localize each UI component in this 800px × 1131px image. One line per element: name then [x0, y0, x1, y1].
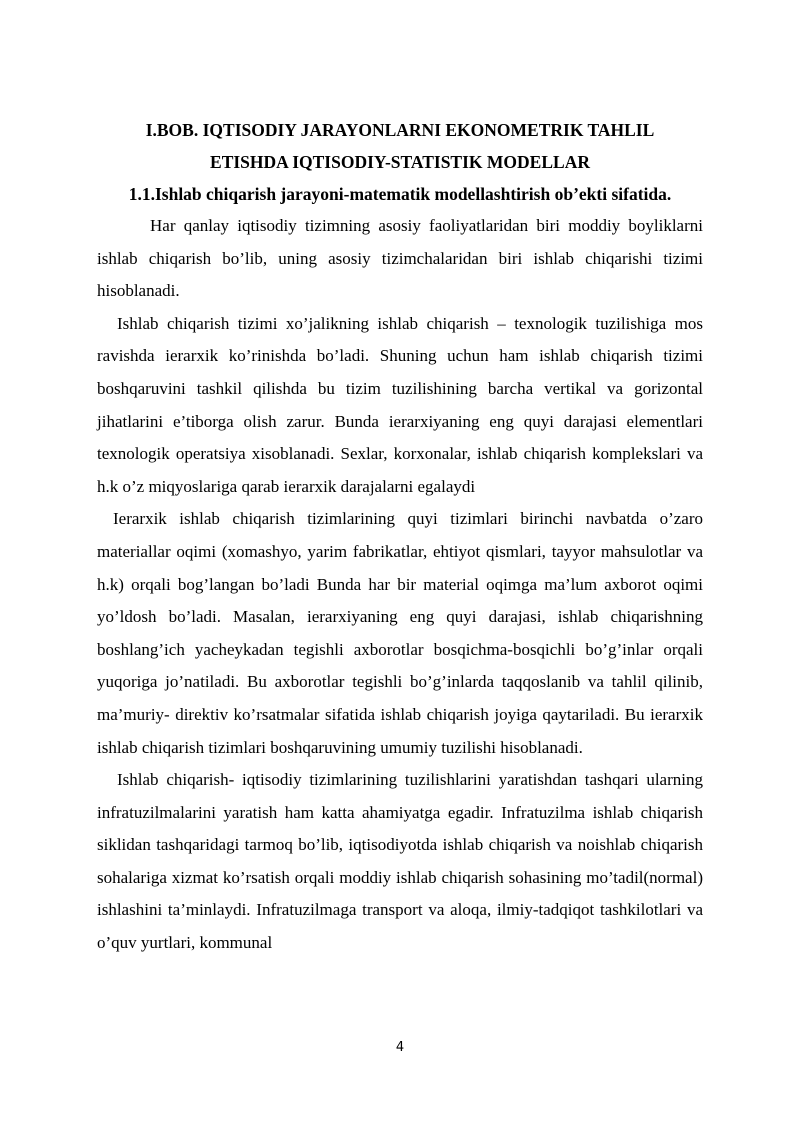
paragraph-3: Ierarxik ishlab chiqarish tizimlarining quyi tizimlari birinchi navbatda o’zaro materiallar oqimi (xomashyo, yarim fabrikatlar, ehtiyot qismlari, tayyor mahsulotlar va h.k) orqali bog’langan bo’ladi Bunda har bir material oqimga ma’lum axborot oqimi yo’ldosh bo’ladi. Masalan, ierarxiyaning eng quyi darajasi, ishlab chiqarishning boshlang’ich yacheykadan tegishli axborotlar bosqichma-bosqichli bo’g’inlar orqali yuqoriga jo’natiladi. Bu axborotlar tegishli bo’g’inlarda taqqoslanib va tahlil qilinib, ma’muriy- direktiv ko’rsatmalar sifatida ishlab chiqarish joyiga qaytariladi. Bu ierarxik ishlab chiqarish tizimlari boshqaruvining umumiy tuzilishi hisoblanadi. [97, 509, 703, 757]
section-title: 1.1.Ishlab chiqarish jarayoni-matematik modellashtirish ob’ekti sifatida. [128, 184, 672, 204]
paragraph-1: Har qanlay iqtisodiy tizimning asosiy faoliyatlaridan biri moddiy boyliklarni ishlab chiqarish bo’lib, uning asosiy tizimchalaridan biri ishlab chiqarishi tizimi hisoblanadi. [97, 216, 703, 301]
paragraph-2: Ishlab chiqarish tizimi xo’jalikning ishlab chiqarish – texnologik tuzilishiga mos ravishda ierarxik ko’rinishda bo’ladi. Shuning uchun ham ishlab chiqarish tizimi boshqaruvini tashkil qilishda bu tizim tuzilishining barcha vertikal va gorizontal jihatlarini e’tiborga olish zarur. Bunda ierarxiyaning eng quyi darajasi elementlari texnologik operatsiya xisoblanadi. Sexlar, korxonalar, ishlab chiqarish komplekslari va h.k o’z miqyoslariga qarab ierarxik darajalarni egalaydi [97, 313, 703, 496]
paragraph-4: Ishlab chiqarish- iqtisodiy tizimlarining tuzilishlarini yaratishdan tashqari ularning infratuzilmalarini yaratish ham katta ahamiyatga egadir. Infratuzilma ishlab chiqarish siklidan tashqaridagi tarmoq bo’lib, iqtisodiyotda ishlab chiqarish va noishlab chiqarish sohalariga xizmat ko’rsatish orqali moddiy ishlab chiqarish sohasining mo’tadil(normal) ishlashini ta’minlaydi. Infratuzilmaga transport va aloqa, ilmiy-tadqiqot tashkilotlari va o’quv yurtlari, kommunal [97, 770, 703, 953]
chapter-title-line-1: I.BOB. IQTISODIY JARAYONLARNI EKONOMETRIK TAHLIL [145, 120, 655, 140]
document-page [97, 114, 703, 960]
chapter-title-line-2: ETISHDA IQTISODIY-STATISTIK MODELLAR [210, 152, 590, 172]
page-number: 4 [395, 1040, 405, 1055]
